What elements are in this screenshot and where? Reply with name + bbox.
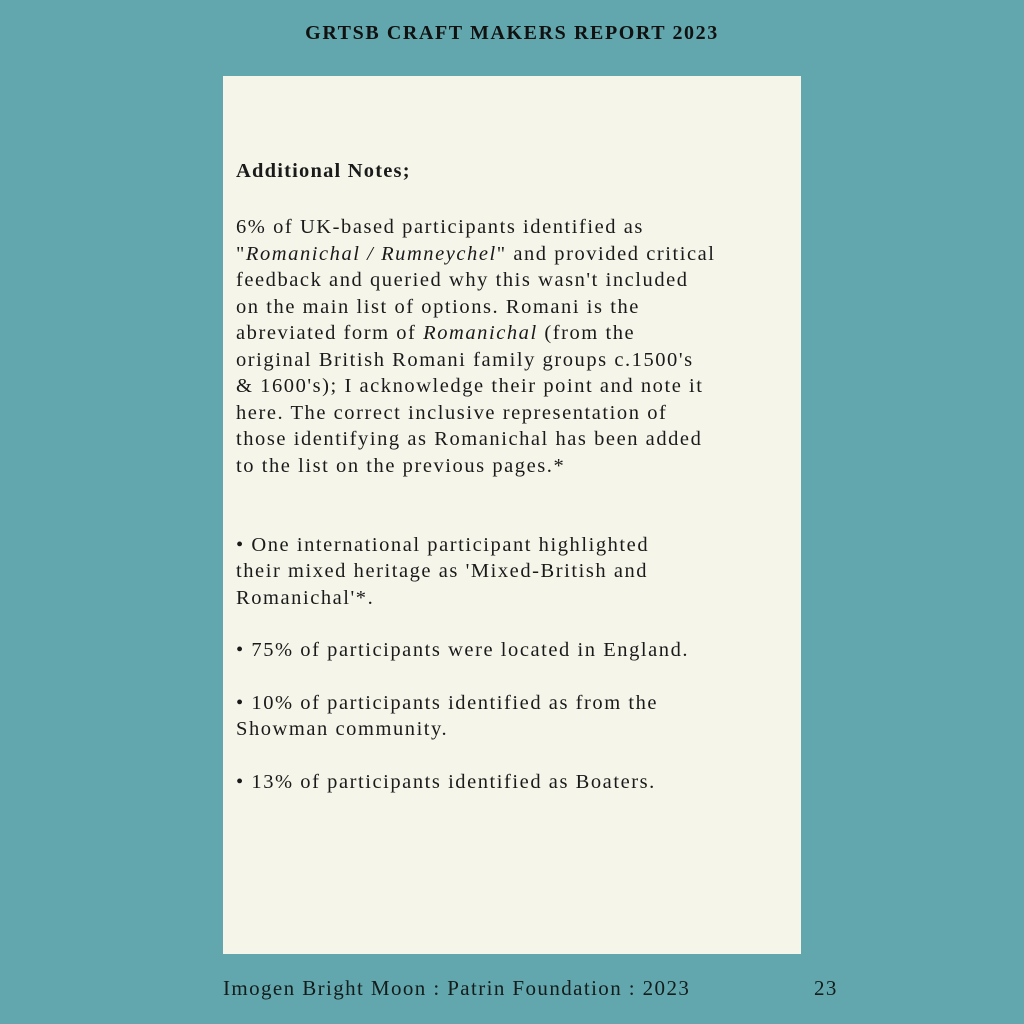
bullet-item xyxy=(236,770,656,794)
page-number: 23 xyxy=(814,976,838,1000)
text-line xyxy=(236,401,667,425)
notes-heading: Additional Notes; xyxy=(236,160,411,182)
text-segment: " and provided critical xyxy=(496,243,716,265)
text-line xyxy=(236,242,716,266)
text-line xyxy=(236,295,640,319)
text-line xyxy=(236,348,694,372)
bullet-item xyxy=(236,691,658,715)
text-segment: on the main list of options. Romani is the xyxy=(236,296,640,318)
italic-term: Romanichal xyxy=(423,322,538,344)
text-segment: Romanichal'*. xyxy=(236,587,375,609)
text-line xyxy=(236,268,689,292)
text-segment: feedback and queried why this wasn't included xyxy=(236,269,689,291)
text-line xyxy=(236,717,448,741)
text-line xyxy=(236,215,644,239)
text-segment: (from the xyxy=(537,322,636,344)
text-segment: here. The correct inclusive representation of xyxy=(236,402,668,424)
text-segment: • 13% of participants identified as Boaters. xyxy=(236,771,656,793)
text-segment: • One international participant highlighted xyxy=(236,534,650,556)
text-line xyxy=(236,586,374,610)
text-segment: • 10% of participants identified as from the xyxy=(236,692,659,714)
bullet-item xyxy=(236,533,649,557)
text-line xyxy=(236,374,704,398)
text-segment: their mixed heritage as 'Mixed-British and xyxy=(236,560,649,582)
text-segment: " xyxy=(236,243,246,265)
italic-term: Romanichal / Rumneychel xyxy=(245,243,497,265)
text-segment: original British Romani family groups c.1500's xyxy=(236,349,694,371)
bullet-item xyxy=(236,638,689,662)
text-line xyxy=(236,427,702,451)
text-line xyxy=(236,321,635,345)
page-panel xyxy=(223,76,801,954)
footer-credit: Imogen Bright Moon : Patrin Foundation : 2023 xyxy=(223,976,691,1000)
text-segment: Showman community. xyxy=(236,718,449,740)
text-segment: & 1600's); I acknowledge their point and note it xyxy=(236,375,704,397)
text-segment: abreviated form of xyxy=(236,322,424,344)
report-title: GRTSB CRAFT MAKERS REPORT 2023 xyxy=(305,22,719,44)
text-line xyxy=(236,559,648,583)
text-line xyxy=(236,454,565,478)
text-segment: 6% of UK-based participants identified as xyxy=(236,216,644,238)
text-segment: • 75% of participants were located in England. xyxy=(236,639,690,661)
text-segment: those identifying as Romanichal has been added xyxy=(236,428,703,450)
text-segment: to the list on the previous pages.* xyxy=(236,455,566,477)
